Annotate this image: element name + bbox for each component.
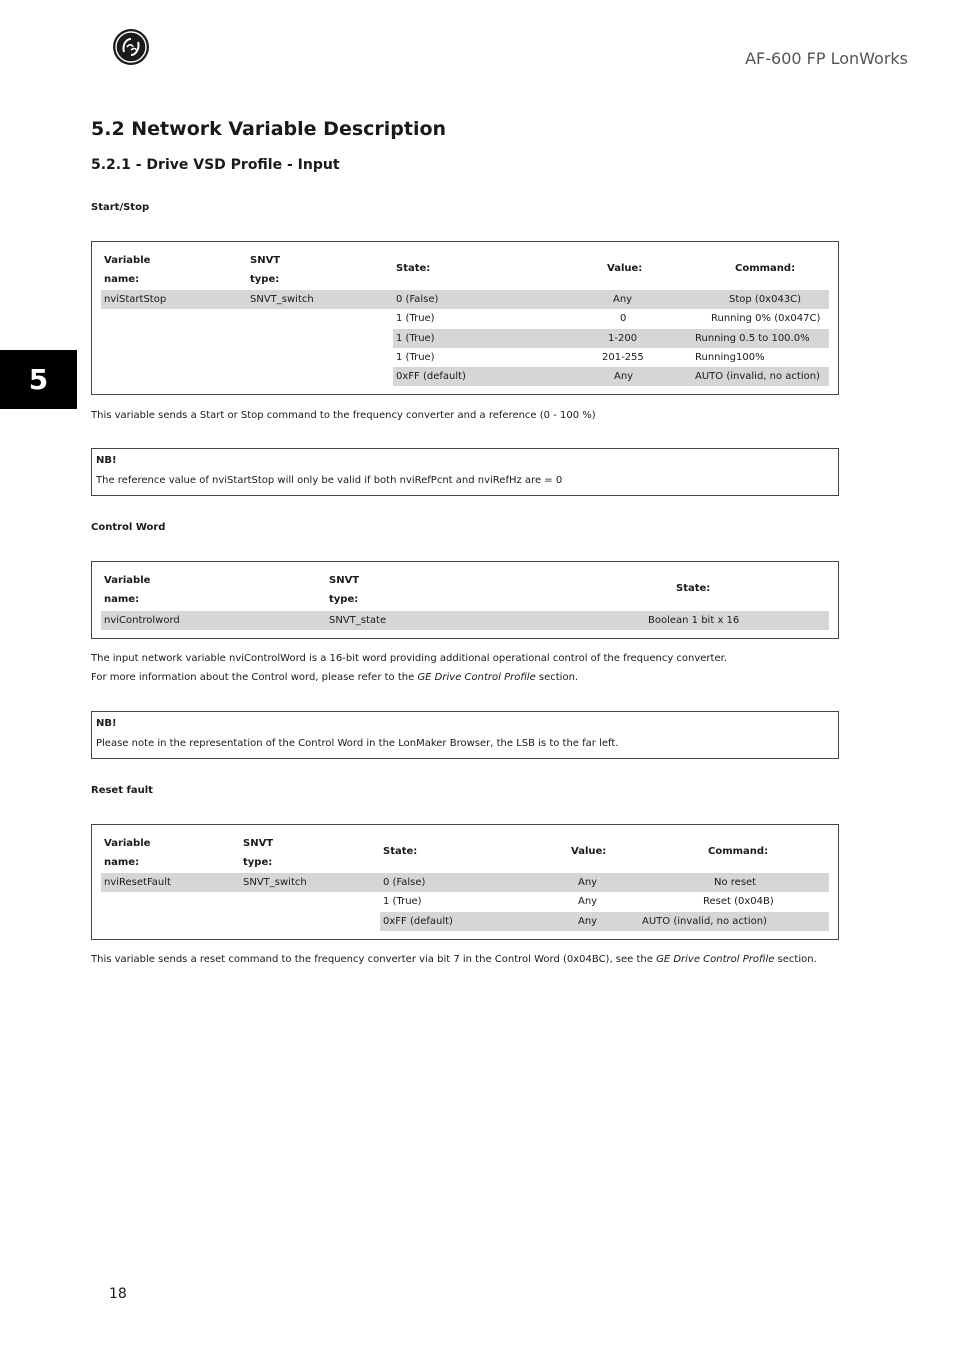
command-cell: AUTO (invalid, no action) bbox=[642, 916, 767, 927]
control-word-label: Control Word bbox=[91, 522, 166, 533]
header-variable: Variable bbox=[104, 575, 151, 586]
control-word-table bbox=[91, 561, 839, 639]
command-cell: AUTO (invalid, no action) bbox=[695, 371, 820, 382]
page-number: 18 bbox=[109, 1286, 127, 1302]
state-cell: 1 (True) bbox=[396, 352, 435, 363]
note-box bbox=[91, 711, 839, 759]
state-cell: 0 (False) bbox=[383, 877, 426, 888]
command-cell: Stop (0x043C) bbox=[729, 294, 802, 305]
value-cell: Any bbox=[614, 371, 634, 382]
value-cell: 1-200 bbox=[608, 333, 638, 344]
value-cell: Any bbox=[578, 877, 598, 888]
table-row bbox=[393, 348, 829, 367]
note-text: Please note in the representation of the Control Word in the LonMaker Browser, the LSB is to the far left. bbox=[96, 738, 619, 749]
header-state: State: bbox=[676, 583, 711, 594]
variable-name: nviStartStop bbox=[104, 294, 167, 305]
table-header bbox=[101, 834, 829, 872]
snvt-type: SNVT_switch bbox=[243, 877, 307, 888]
state-cell: Boolean 1 bit x 16 bbox=[648, 615, 740, 626]
command-cell: Running 0% (0x047C) bbox=[711, 313, 821, 324]
header-snvt: SNVT bbox=[250, 255, 281, 266]
note-text: The reference value of nviStartStop will only be valid if both nviRefPcnt and nviRefHz are = 0 bbox=[96, 475, 563, 486]
table-row bbox=[393, 367, 829, 386]
start-stop-description: This variable sends a Start or Stop command to the frequency converter and a reference (0 - 100 %) bbox=[91, 410, 596, 421]
note-title: NB! bbox=[96, 455, 117, 466]
value-cell: Any bbox=[578, 896, 598, 907]
header-variable: Variable bbox=[104, 838, 151, 849]
start-stop-label: Start/Stop bbox=[91, 202, 150, 213]
state-cell: 0xFF (default) bbox=[383, 916, 453, 927]
state-cell: 0 (False) bbox=[396, 294, 439, 305]
table-row bbox=[101, 611, 829, 630]
command-cell: Reset (0x04B) bbox=[703, 896, 774, 907]
header-snvt: SNVT bbox=[329, 575, 360, 586]
table-row bbox=[380, 912, 829, 931]
header-state: State: bbox=[383, 846, 418, 857]
command-cell: Running 0.5 to 100.0% bbox=[695, 333, 810, 344]
snvt-type: SNVT_switch bbox=[250, 294, 314, 305]
table-row bbox=[380, 892, 829, 911]
header-snvt: SNVT bbox=[243, 838, 274, 849]
header-command: Command: bbox=[708, 846, 769, 857]
state-cell: 1 (True) bbox=[396, 333, 435, 344]
header-name: name: bbox=[104, 594, 140, 605]
header-command: Command: bbox=[735, 263, 796, 274]
section-subtitle: 5.2.1 - Drive VSD Profile - Input bbox=[91, 157, 340, 173]
command-cell: No reset bbox=[714, 877, 757, 888]
variable-name: nviResetFault bbox=[104, 877, 171, 888]
table-row bbox=[101, 873, 829, 892]
value-cell: 0 bbox=[620, 313, 627, 324]
header-type: type: bbox=[250, 274, 280, 285]
header-variable: Variable bbox=[104, 255, 151, 266]
header-value: Value: bbox=[607, 263, 643, 274]
reset-fault-description: This variable sends a reset command to the frequency converter via bit 7 in the Control Word (0x04BC), see the GE Drive Control Profile section. bbox=[91, 954, 817, 965]
document-title: AF-600 FP LonWorks bbox=[745, 49, 908, 68]
reset-fault-table bbox=[91, 824, 839, 940]
start-stop-table bbox=[91, 241, 839, 395]
state-cell: 0xFF (default) bbox=[396, 371, 466, 382]
description-line: The input network variable nviControlWord is a 16-bit word providing additional operational control of the frequency converter. bbox=[91, 653, 727, 664]
section-title: 5.2 Network Variable Description bbox=[91, 118, 447, 140]
table-row bbox=[393, 309, 829, 328]
value-cell: Any bbox=[613, 294, 633, 305]
header-name: name: bbox=[104, 857, 140, 868]
header-type: type: bbox=[243, 857, 273, 868]
header-value: Value: bbox=[571, 846, 607, 857]
description-line: For more information about the Control word, please refer to the GE Drive Control Profile section. bbox=[91, 672, 579, 683]
state-cell: 1 (True) bbox=[396, 313, 435, 324]
header-state: State: bbox=[396, 263, 431, 274]
note-box bbox=[91, 448, 839, 496]
value-cell: Any bbox=[578, 916, 598, 927]
reset-fault-label: Reset fault bbox=[91, 785, 153, 796]
command-cell: Running100% bbox=[695, 352, 765, 363]
chapter-tab: 5 bbox=[0, 350, 77, 409]
state-cell: 1 (True) bbox=[383, 896, 422, 907]
ge-logo-icon bbox=[112, 28, 150, 66]
header-name: name: bbox=[104, 274, 140, 285]
variable-name: nviControlword bbox=[104, 615, 180, 626]
control-word-description bbox=[91, 649, 727, 687]
table-header bbox=[101, 571, 829, 609]
table-header bbox=[101, 251, 829, 289]
note-title: NB! bbox=[96, 718, 117, 729]
table-row bbox=[393, 329, 829, 348]
value-cell: 201-255 bbox=[602, 352, 644, 363]
table-row bbox=[101, 290, 829, 309]
snvt-type: SNVT_state bbox=[329, 615, 387, 626]
header-type: type: bbox=[329, 594, 359, 605]
